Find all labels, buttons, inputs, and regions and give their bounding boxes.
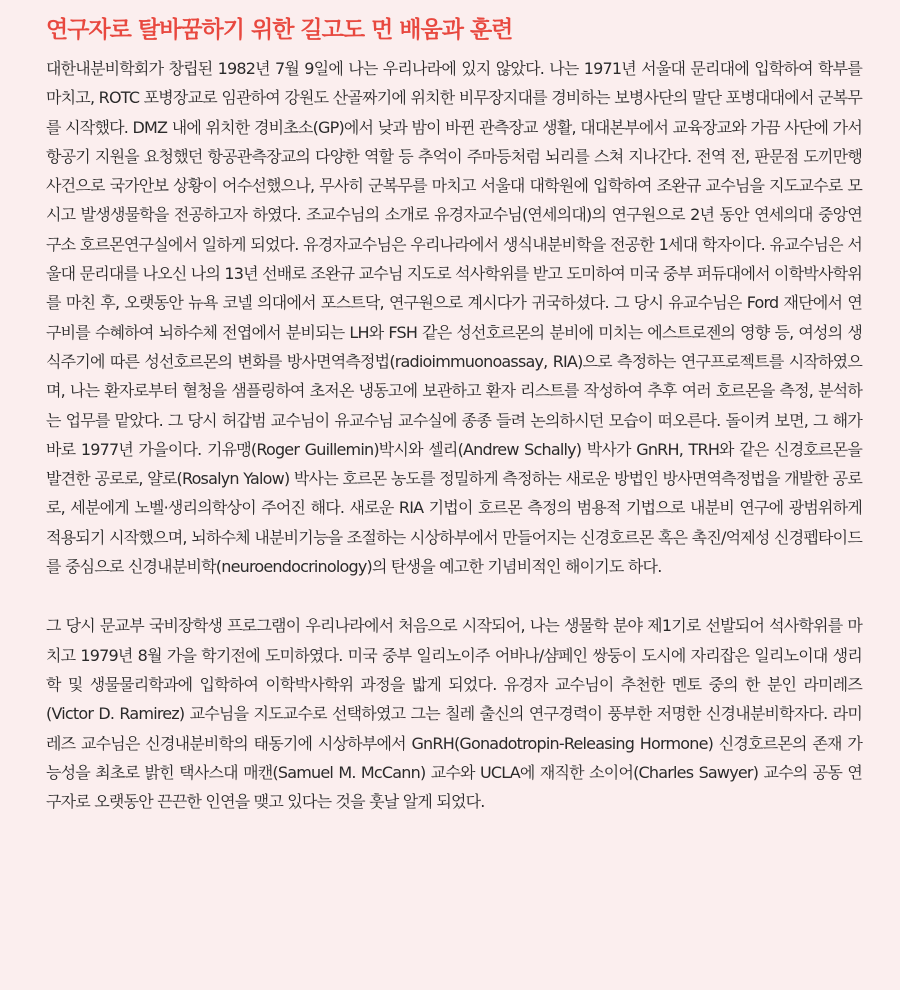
body-paragraph-2: 그 당시 문교부 국비장학생 프로그램이 우리나라에서 처음으로 시작되어, 나는 생물학 분야 제1기로 선발되어 석사학위를 마치고 1979년 8월 가을 학기전에 도미하였다. 미국 중부 일리노이주 어바나/샴페인 쌍둥이 도시에 자리잡은 일리노이대 생리학 및 생물물리학과에 입학하여 이학박사학위 과정을 밟게 되었다. 유경자 교수님이 추천한 멘토 중의 한 분인 라미레즈(Victor D. Ramirez) 교수님을 지도교수로 선택하였고 그는 칠레 출신의 연구경력이 풍부한 저명한 신경내분비학자다. 라미레즈 교수님은 신경내분비학의 태동기에 시상하부에서 GnRH(Gonadotropin-Releasing Hormone) 신경호르몬의 존재 가능성을 최초로 밝힌 택사스대 매캔(Samuel M. McCann) 교수와 UCLA에 재직한 소이어(Charles Sawyer) 교수의 공동 연구자로 오랫동안 끈끈한 인연을 맺고 있다는 것을 훗날 알게 되었다. xyxy=(46,616,862,812)
paragraph-gap xyxy=(46,581,862,611)
body-paragraph-1: 대한내분비학회가 창립된 1982년 7월 9일에 나는 우리나라에 있지 않았다. 나는 1971년 서울대 문리대에 입학하여 학부를 마치고, ROTC 포병장교로 임관하여 강원도 산골짜기에 위치한 비무장지대를 경비하는 보병사단의 말단 포병대대에서 군복무를 시작했다. DMZ 내에 위치한 경비초소(GP)에서 낮과 밤이 바뀐 관측장교 생활, 대대본부에서 교육장교와 가끔 사단에 가서 항공기 지원을 요청했던 항공관측장교의 다양한 역할 등 추억이 주마등처럼 뇌리를 스쳐 지나간다. 전역 전, 판문점 도끼만행사건으로 국가안보 상황이 어수선했으나, 무사히 군복무를 마치고 서울대 대학원에 입학하여 조완규 교수님을 지도교수로 모시고 발생생물학을 전공하고자 하였다. 조교수님의 소개로 유경자교수님(연세의대)의 연구원으로 2년 동안 연세의대 중앙연구소 호르몬연구실에서 일하게 되었다. 유경자교수님은 우리나라에서 생식내분비학을 전공한 1세대 학자이다. 유교수님은 서울대 문리대를 나오신 나의 13년 선배로 조완규 교수님 지도로 석사학위를 받고 도미하여 미국 중부 퍼듀대에서 이학박사학위를 마친 후, 오랫동안 뉴욕 코넬 의대에서 포스트닥, 연구원으로 계시다가 귀국하셨다. 그 당시 유교수님은 Ford 재단에서 연구비를 수혜하여 뇌하수체 전엽에서 분비되는 LH와 FSH 같은 성선호르몬의 분비에 미치는 에스트로젠의 영향 등, 여성의 생식주기에 따른 성선호르몬의 변화를 방사면역측정법(radioimmuonoassay, RIA)으로 측정하는 연구프로젝트를 시작하였으며, 나는 환자로부터 혈청을 샘플링하여 초저온 냉동고에 보관하고 환자 리스트를 작성하여 추후 여러 호르몬을 측정, 분석하는 업무를 맡았다. 그 당시 허갑범 교수님이 유교수님 교수실에 종종 들려 논의하시던 모습이 떠오른다. 돌이켜 보면, 그 해가 바로 1977년 가을이다. 기유맹(Roger Guillemin)박시와 셀리(Andrew Schally) 박사가 GnRH, TRH와 같은 신경호르몬을 발견한 공로로, 얄로(Rosalyn Yalow) 박사는 호르몬 농도를 정밀하게 측정하는 새로운 방법인 방사면역측정법을 개발한 공로로, 세분에게 노벨·생리의학상이 주어진 해다. 새로운 RIA 기법이 호르몬 측정의 범용적 기법으로 내분비 연구에 광범위하게 적용되기 시작했으며, 뇌하수체 내분비기능을 조절하는 시상하부에서 만들어지는 신경호르몬 혹은 촉진/억제성 신경펩타이드를 중심으로 신경내분비학(neuroendocrinology)의 탄생을 예고한 기념비적인 해이기도 하다. xyxy=(46,59,862,577)
section-title: 연구자로 탈바꿈하기 위한 길고도 먼 배움과 훈련 xyxy=(46,17,513,43)
